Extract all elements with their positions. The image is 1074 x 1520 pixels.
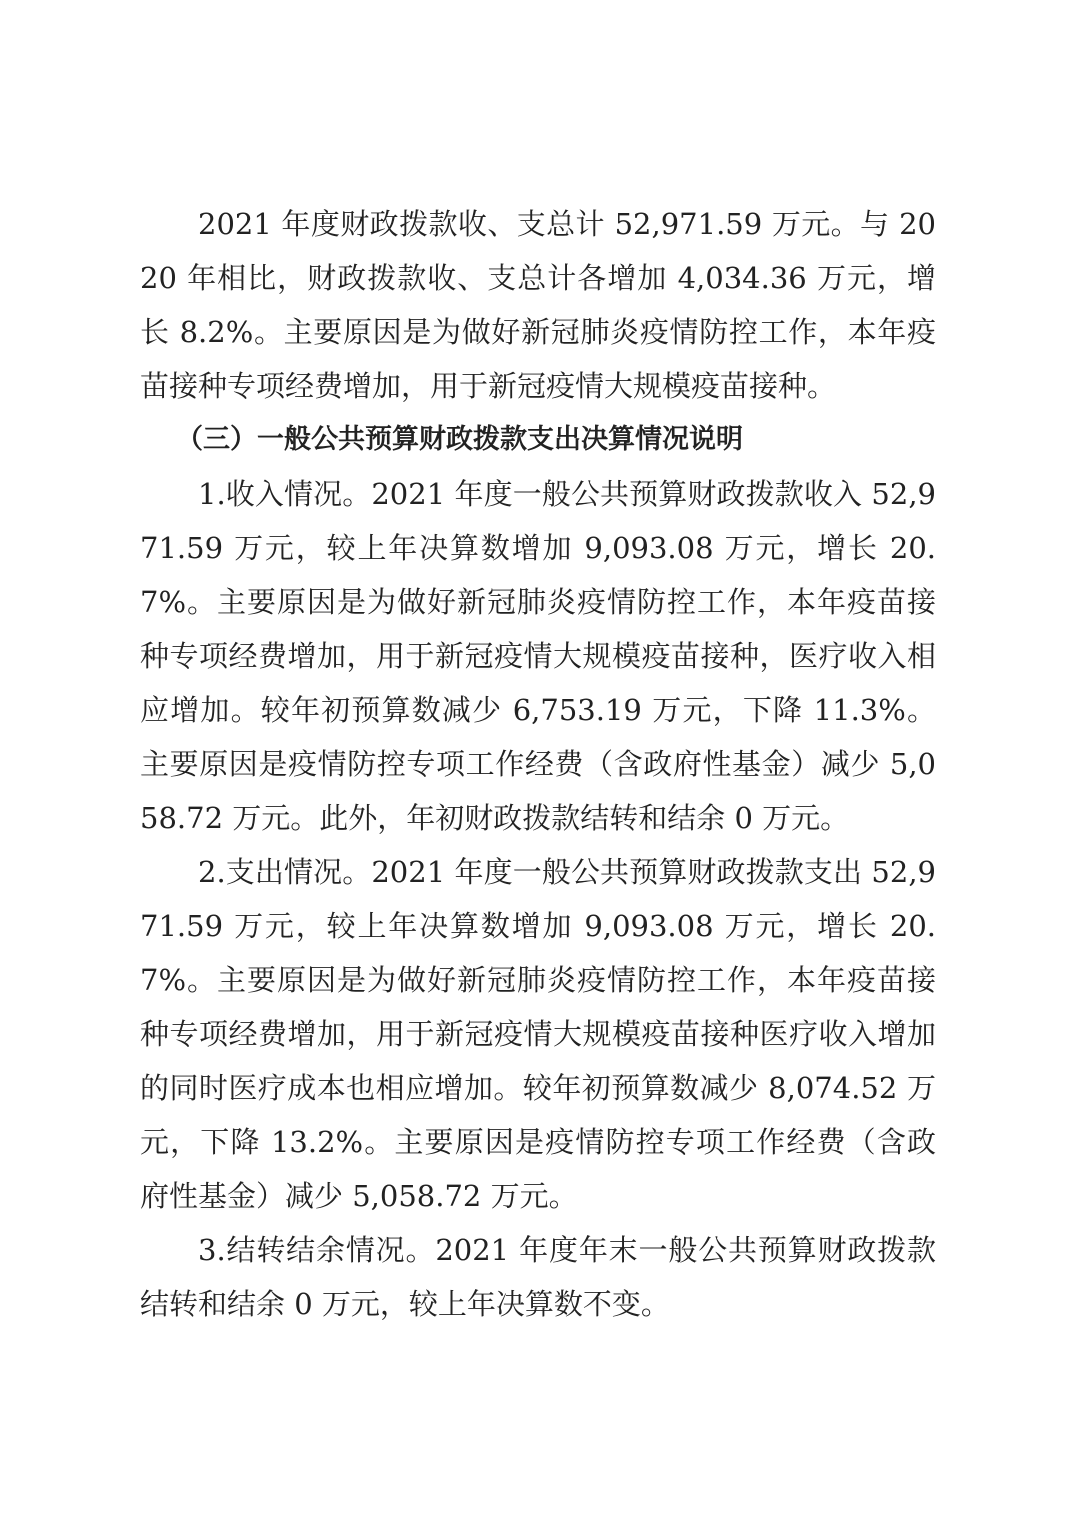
paragraph-income: 1.收入情况。2021 年度一般公共预算财政拨款收入 52,971.59 万元，较上年决算数增加 9,093.08 万元，增长 20.7%。主要原因是为做好新冠肺炎疫情防控工作，本年疫苗接种专项经费增加，用于新冠疫情大规模疫苗接种，医疗收入相应增加。较年初预算数减少 6,753.19 万元，下降 11.3%。主要原因是疫情防控专项工作经费（含政府性基金）减少 5,058.72 万元。此外，年初财政拨款结转和结余 0 万元。 [140,477,936,835]
paragraph-carryover: 3.结转结余情况。2021 年度年末一般公共预算财政拨款结转和结余 0 万元，较上年决算数不变。 [140,1233,936,1321]
document-body [140,197,936,1331]
paragraph-expenditure: 2.支出情况。2021 年度一般公共预算财政拨款支出 52,971.59 万元，较上年决算数增加 9,093.08 万元，增长 20.7%。主要原因是为做好新冠肺炎疫情防控工作，本年疫苗接种专项经费增加，用于新冠疫情大规模疫苗接种医疗收入增加的同时医疗成本也相应增加。较年初预算数减少 8,074.52 万元，下降 13.2%。主要原因是疫情防控专项工作经费（含政府性基金）减少 5,058.72 万元。 [140,855,936,1213]
section-heading-general-budget: （三）一般公共预算财政拨款支出决算情况说明 [176,424,743,455]
paragraph-financial-total: 2021 年度财政拨款收、支总计 52,971.59 万元。与 2020 年相比，财政拨款收、支总计各增加 4,034.36 万元，增长 8.2%。主要原因是为做好新冠肺炎疫情防控工作，本年疫苗接种专项经费增加，用于新冠疫情大规模疫苗接种。 [140,207,936,403]
